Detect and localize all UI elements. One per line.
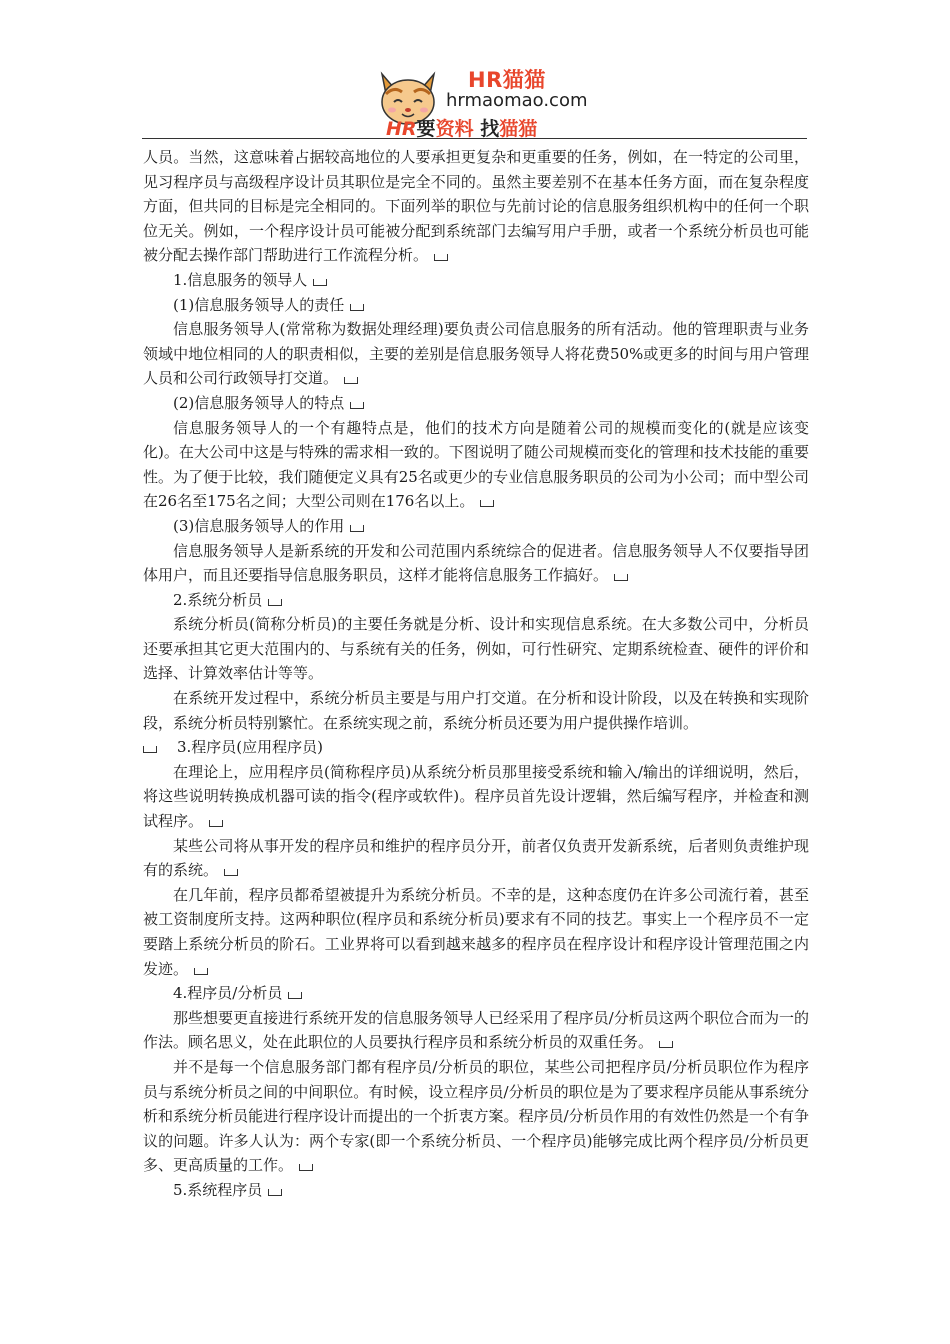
paragraph-text: 信息服务领导人的一个有趣特点是，他们的技术方向是随着公司的规模而变化的(就是应该变化)。在大公司中这是与特殊的需求相一致的。下图说明了随公司规模而变化的管理和技术技能的重要性。为了便于比较，我们随便定义具有25名或更少的专业信息服务职员的公司为小公司；而中型公司在26名至175名之间；大型公司则在176名以上。 (143, 418, 809, 511)
paragraph-mark-icon (350, 525, 364, 532)
paragraph-text: 2.系统分析员 (173, 590, 263, 609)
body-paragraph (143, 760, 809, 834)
body-paragraph (143, 612, 809, 686)
body-paragraph (143, 834, 809, 883)
paragraph-mark-icon (209, 820, 223, 827)
body-paragraph (143, 686, 809, 735)
paragraph-mark-icon (268, 1189, 282, 1196)
paragraph-text: (2)信息服务领导人的特点 (173, 393, 345, 412)
paragraph-mark-icon (659, 1041, 673, 1048)
paragraph-mark-icon (143, 746, 157, 753)
paragraph-text: 人员。当然，这意味着占据较高地位的人要承担更复杂和更重要的任务，例如，在一特定的公司里，见习程序员与高级程序设计员其职位是完全不同的。虽然主要差别不在基本任务方面，而在复杂程度方面，但共同的目标是完全相同的。下面列举的职位与先前讨论的信息服务组织机构中的任何一个职位无关。例如，一个程序设计员可能被分配到系统部门去编写用户手册，或者一个系统分析员也可能被分配去操作部门帮助进行工作流程分析。 (143, 148, 809, 265)
paragraph-text: 信息服务领导人是新系统的开发和公司范围内系统综合的促进者。信息服务领导人不仅要指导团体用户，而且还要指导信息服务职员，这样才能将信息服务工作搞好。 (143, 541, 809, 585)
paragraph-mark-icon (313, 279, 327, 286)
paragraph-text: 在理论上，应用程序员(简称程序员)从系统分析员那里接受系统和输入/输出的详细说明，然后，将这些说明转换成机器可读的指令(程序或软件)。程序员首先设计逻辑，然后编写程序，并检查和测试程序。 (143, 762, 809, 831)
slogan-part-c: 找 (473, 118, 500, 140)
slogan-part-a: 要 (416, 118, 436, 140)
body-paragraph (143, 1055, 809, 1178)
paragraph-text: 并不是每一个信息服务部门都有程序员/分析员的职位，某些公司把程序员/分析员职位作为程序员与系统分析员之间的中间职位。有时候，设立程序员/分析员的职位是为了要求程序员能从事系统分析和系统分析员能进行程序设计而提出的一个折衷方案。程序员/分析员作用的有效性仍然是一个有争议的问题。许多人认为：两个专家(即一个系统分析员、一个程序员)能够完成比两个程序员/分析员更多、更高质量的工作。 (143, 1057, 809, 1175)
paragraph-mark-icon (350, 402, 364, 409)
paragraph-text: 信息服务领导人(常常称为数据处理经理)要负责公司信息服务的所有活动。他的管理职责与业务领域中地位相同的人的职责相似，主要的差别是信息服务领导人将花费50%或更多的时间与用户管理人员和公司行政领导打交道。 (143, 320, 809, 388)
section-heading (143, 588, 809, 613)
paragraph-text: 那些想要更直接进行系统开发的信息服务领导人已经采用了程序员/分析员这两个职位合而为一的作法。顾名思义，处在此职位的人员要执行程序员和系统分析员的双重任务。 (143, 1008, 809, 1052)
section-heading (143, 514, 809, 539)
paragraph-mark-icon (268, 599, 282, 606)
paragraph-mark-icon (194, 968, 208, 975)
body-paragraph (143, 1006, 809, 1055)
body-paragraph (143, 416, 809, 514)
paragraph-mark-icon (299, 1164, 313, 1171)
paragraph-mark-icon (288, 992, 302, 999)
paragraph-mark-icon (350, 304, 364, 311)
header-divider (142, 138, 807, 139)
document-body (143, 145, 809, 1203)
paragraph-mark-icon (480, 500, 494, 507)
slogan-hr: HR (386, 118, 417, 140)
paragraph-text: 在系统开发过程中，系统分析员主要是与用户打交道。在分析和设计阶段，以及在转换和实现阶段，系统分析员特别繁忙。在系统实现之前，系统分析员还要为用户提供操作培训。 (143, 689, 809, 732)
brand-url: hrmaomao.com (446, 90, 588, 111)
body-paragraph (143, 317, 809, 391)
section-heading (143, 268, 809, 293)
paragraph-text: 4.程序员/分析员 (173, 984, 283, 1003)
section-heading (143, 1178, 809, 1203)
paragraph-text: (1)信息服务领导人的责任 (173, 295, 345, 314)
paragraph-text: 5.系统程序员 (173, 1180, 263, 1199)
paragraph-mark-icon (434, 254, 448, 261)
paragraph-mark-icon (344, 377, 358, 384)
section-heading (143, 981, 809, 1006)
paragraph-mark-icon (614, 574, 628, 581)
body-paragraph (143, 539, 809, 588)
section-heading (143, 735, 809, 760)
paragraph-text: 在几年前，程序员都希望被提升为系统分析员。不幸的是，这种态度仍在许多公司流行着，甚至被工资制度所支持。这两种职位(程序员和系统分析员)要求有不同的技艺。事实上一个程序员不一定要踏上系统分析员的阶石。工业界将可以看到越来越多的程序员在程序设计和程序设计管理范围之内发迹。 (143, 885, 809, 978)
paragraph-mark-icon (224, 869, 238, 876)
section-heading (143, 293, 809, 318)
slogan-part-d: 猫猫 (499, 118, 538, 140)
paragraph-text: 3.程序员(应用程序员) (177, 738, 324, 757)
paragraph-text: 某些公司将从事开发的程序员和维护的程序员分开，前者仅负责开发新系统，后者则负责维护现有的系统。 (143, 836, 809, 880)
paragraph-text: (3)信息服务领导人的作用 (173, 516, 345, 535)
brand-title: HR猫猫 (468, 68, 546, 92)
body-paragraph (143, 145, 809, 268)
section-heading (143, 391, 809, 416)
paragraph-text: 系统分析员(简称分析员)的主要任务就是分析、设计和实现信息系统。在大多数公司中，分析员还要承担其它更大范围内的、与系统有关的任务，例如，可行性研究、定期系统检查、硬件的评价和选择、计算效率估计等等。 (143, 615, 809, 683)
page-header (0, 60, 950, 140)
slogan-part-b: 资料 (435, 118, 474, 140)
brand-slogan (386, 114, 537, 141)
paragraph-text: 1.信息服务的领导人 (173, 270, 308, 289)
body-paragraph (143, 883, 809, 981)
